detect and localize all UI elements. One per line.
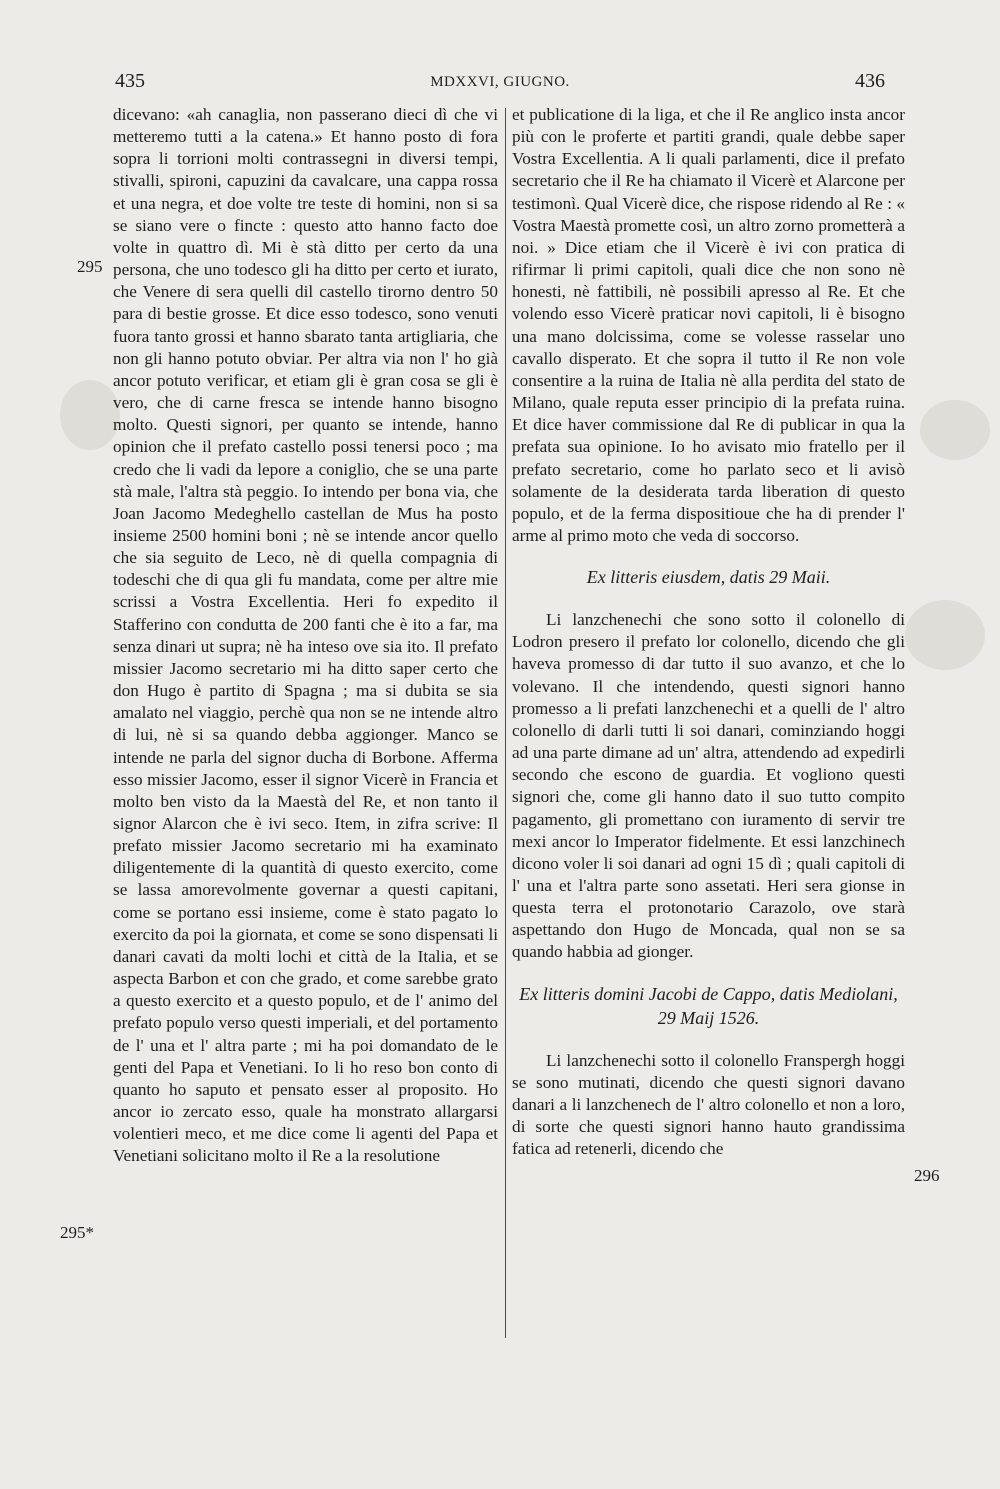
page-number-right: 436 [855, 70, 885, 92]
paper-stain [60, 380, 120, 450]
page-number-left: 435 [115, 70, 145, 92]
column-divider [505, 108, 506, 1338]
rubric-heading-1: Ex litteris eiusdem, datis 29 Maii. [586, 567, 831, 588]
margin-note-left-1: 295 [77, 257, 103, 276]
rubric-heading-2: Ex litteris domini Jacobi de Cappo, datis Mediolani, 29 Maij 1526. [519, 983, 898, 1028]
paper-stain [905, 600, 985, 670]
margin-note-left-2: 295* [60, 1223, 94, 1242]
left-column-text: dicevano: «ah canaglia, non passerano dieci dì che vi metteremo tutti a la catena.» Et hanno posto di fora sopra li torrioni molti contrassegni in diversi tempi, stivalli, spironi, capuzini da cavalcare, una cappa rossa et una negra, et doe volte tre teste di homini, non si sa se siano vere o fincte : questo atto hanno facto doe volte in quattro dì. Mi è stà ditto per certo da una persona, che uno todesco gli ha ditto per certo et iurato, che Venere di sera quelli dil castello tirorno dentro 50 para di bestie grosse. Et dice esso todesco, sono venuti fuora tanto grossi et hanno sbarato tanta artigliaria, che non gli hanno potuto obviar. Per altra via non l' ho già ancor potuto verificar, et etiam gli è gran cosa se gli è vero, che di carne fresca se intende hanno bisogno molto. Questi signori, per quanto se intende, hanno opinion che il prefato castello possi tenersi poco ; ma credo che li vadi da lepore a coniglio, che se una parte stà male, l'altra stà peggio. Io intendo per bona via, che Joan Jacomo Medeghello castellan de Mus ha posto insieme 2500 homini boni ; nè se intende ancor quello che sia seguito de Leco, nè di quella compagnia di todeschi che di qua gli fu mandata, come per altre mie scrissi a Vostra Excellentia. Heri fo expedito il Stafferino con condutta de 200 fanti che è ito a far, ma senza dinari ut supra; nè ha inteso ove sia ito. Il prefato missier Jacomo secretario mi ha ditto saper certo che don Hugo è partito di Spagna ; ma si dubita se sia amalato nel viaggio, perchè qua non se ne intende altro di lui, nè si sa quando debba aggionger. Manco se intende ne parla del signor ducha di Borbone. Afferma esso missier Jacomo, esser il signor Vicerè in Francia et molto ben visto da la Maestà del Re, et non tanto il signor Alarcon che è ivi seco. Item, in zifra scrive: Il prefato missier Jacomo secretario mi ha examinato diligentemente di la quantità di questo exercito, come se lassa amorevolmente governar a questi capitani, come se portano essi insieme, come è stato pagato lo exercito da poi la giornata, et come se sono dispensati li danari cavati da molti lochi et città de la Italia, et se aspecta Barbon et con che grado, et come sarebbe grato a questo exercito et a questo populo, et de l' animo del prefato populo verso questi imperiali, et del portamento de l' una et l' altra parte ; mi ha poi domandato de le genti del Papa et Venetiani. Io li ho reso bon conto di quanto ho saputo et pensato esser al proposito. Ho ancor io zercato esso, quale ha monstrato allargarsi volentieri meco, et me dice come li agenti del Papa et Venetiani solicitano molto il Re a la resolutione [113, 105, 498, 1166]
right-column [512, 104, 905, 1160]
running-head [0, 70, 1000, 100]
left-column [113, 104, 498, 1168]
paper-stain [920, 400, 990, 460]
right-column-text-2: Li lanzchenechi che sono sotto il colonello di Lodron presero il prefato lor colonello, dicendo che gli haveva promesso di dar tutto il suo avanzo, et che lo volevano. Il che intendendo, questi signori hanno promesso a li prefati lanzchenechi et a quelli de l' altro colonello di darli tutti li soi danari, cominziando hoggi ad una parte dimane ad un' altra, attendendo ad expedirli secondo che escono de guardia. Et vogliono questi signori che, come gli hanno dato il suo tutto compito pagamento, gli promettano con iuramento di servir tre mexi ancor lo Imperator fidelmente. Et essi lanzchinech dicono voler li soi danari ad ogni 15 dì ; quali capitoli di l' una et l'altra parte sono assetati. Heri sera gionse in questa terra el protonotario Carazolo, ove starà aspettando don Hugo de Moncada, qual non se sa quando habbia ad gionger. [512, 610, 905, 962]
running-title: MDXXVI, GIUGNO. [430, 74, 570, 90]
margin-note-right-1: 296 [914, 1166, 940, 1185]
right-column-text-3: Li lanzchenechi sotto il colonello Franspergh hoggi se sono mutinati, dicendo che questi signori davano danari a li lanzchenech de l' altro colonello et non a loro, di sorte che questi signori hanno hauto grandissima fatica ad retenerli, dicendo che [512, 1050, 905, 1159]
right-column-text-1: et publicatione di la liga, et che il Re anglico insta ancor più con le proferte et partiti grandi, quale debbe saper Vostra Excellentia. A li quali parlamenti, dice il prefato secretario che il Re ha chiamato il Vicerè et Alarcone per testimonì. Qual Vicerè dice, che rispose ridendo al Re : « Vostra Maestà promette così, un altro zorno prometterà a noi. » Dice etiam che il Vicerè è ivi con pratica di rifirmar li primi capitoli, quali dice che non sono nè honesti, nè fattibili, nè possibili apresso al Re. Et che volendo esso Vicerè praticar novi capitoli, li è bisogno una mano dolcissima, come se volesse rasselar uno cavallo disperato. Et che sopra il tutto il Re non vole consentire a la ruina de Italia nè alla perdita del stato de Milano, quale reputa esser principio di la prefata ruina. Et dice haver commissione dal Re di publicar in qua la prefata sua opinione. Io ho avisato mio fratello per il prefato secretario, come ho parlato seco et li avisò solamente de la desiderata tarda liberation di questo populo, et de la ferma dispositioue che ha di prender l' arme al primo moto che veda di soccorso. [512, 105, 905, 545]
